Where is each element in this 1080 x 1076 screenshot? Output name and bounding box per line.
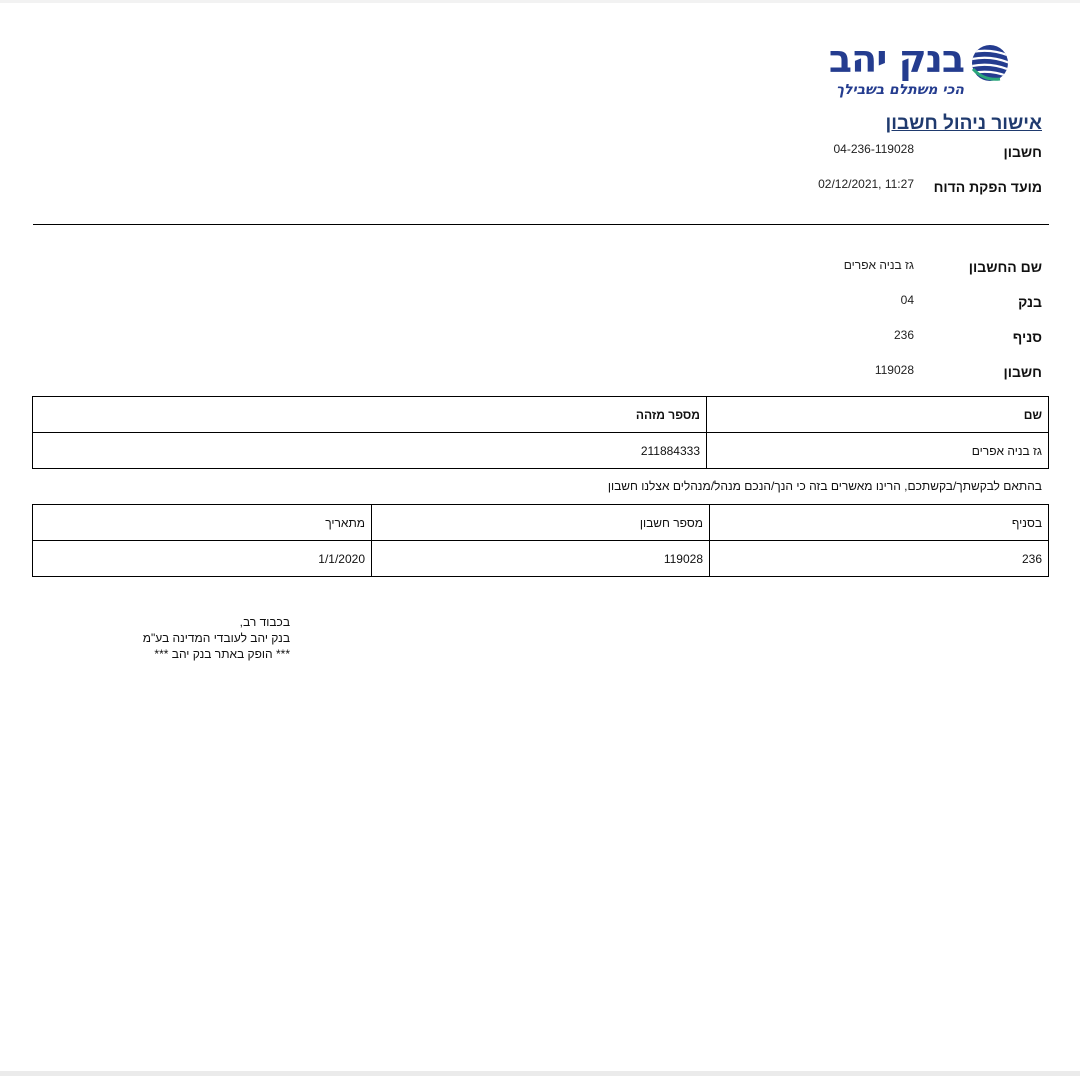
table-header-cell: שם	[707, 397, 1049, 433]
table-cell: 236	[710, 541, 1049, 577]
confirmation-text: בהתאם לבקשתך/בקשתכם, הרינו מאשרים בזה כי הנך/הנכם מנהל/מנהלים אצלנו חשבון	[607, 479, 1042, 493]
logo-wordmark: בנק יהב	[828, 37, 964, 81]
divider	[33, 224, 1049, 225]
signature-line: בנק יהב לעובדי המדינה בע"מ	[142, 631, 290, 645]
table-header-cell: בסניף	[710, 505, 1049, 541]
table-cell: 119028	[372, 541, 710, 577]
signature-line: *** הופק באתר בנק יהב ***	[154, 647, 290, 661]
globe-icon	[970, 43, 1010, 83]
table-row	[33, 433, 1049, 469]
table-header-cell: מתאריך	[33, 505, 372, 541]
table-cell: גז בניה אפרים	[707, 433, 1049, 469]
page-title: אישור ניהול חשבון	[885, 113, 1042, 134]
account-name-label: שם החשבון	[968, 259, 1042, 275]
table-header-cell: מספר מזהה	[33, 397, 707, 433]
branch-label: סניף	[1012, 329, 1042, 345]
report-time-label: מועד הפקת הדוח	[933, 179, 1042, 195]
bank-label: בנק	[1018, 294, 1042, 310]
bank-logo	[828, 37, 1010, 105]
table-row	[33, 541, 1049, 577]
document-page	[0, 3, 1080, 1071]
accounts-table	[32, 504, 1049, 577]
owners-table	[32, 396, 1049, 469]
table-cell: 1/1/2020	[33, 541, 372, 577]
account-label: חשבון	[1003, 144, 1042, 160]
account-value: 04-236-119028	[833, 142, 914, 156]
account-name-value: גז בניה אפרים	[843, 258, 914, 272]
logo-tagline: הכי משתלם בשבילך	[835, 82, 964, 98]
table-header-row	[33, 505, 1049, 541]
report-time-value: 02/12/2021, 11:27	[818, 177, 914, 191]
account-number-label: חשבון	[1003, 364, 1042, 380]
account-number-value: 119028	[874, 363, 914, 377]
branch-value: 236	[893, 328, 914, 342]
table-cell: 211884333	[33, 433, 707, 469]
table-header-cell: מספר חשבון	[372, 505, 710, 541]
bottom-edge	[0, 1071, 1080, 1076]
bank-value: 04	[900, 293, 914, 307]
signature-line: בכבוד רב,	[239, 615, 290, 629]
table-header-row	[33, 397, 1049, 433]
